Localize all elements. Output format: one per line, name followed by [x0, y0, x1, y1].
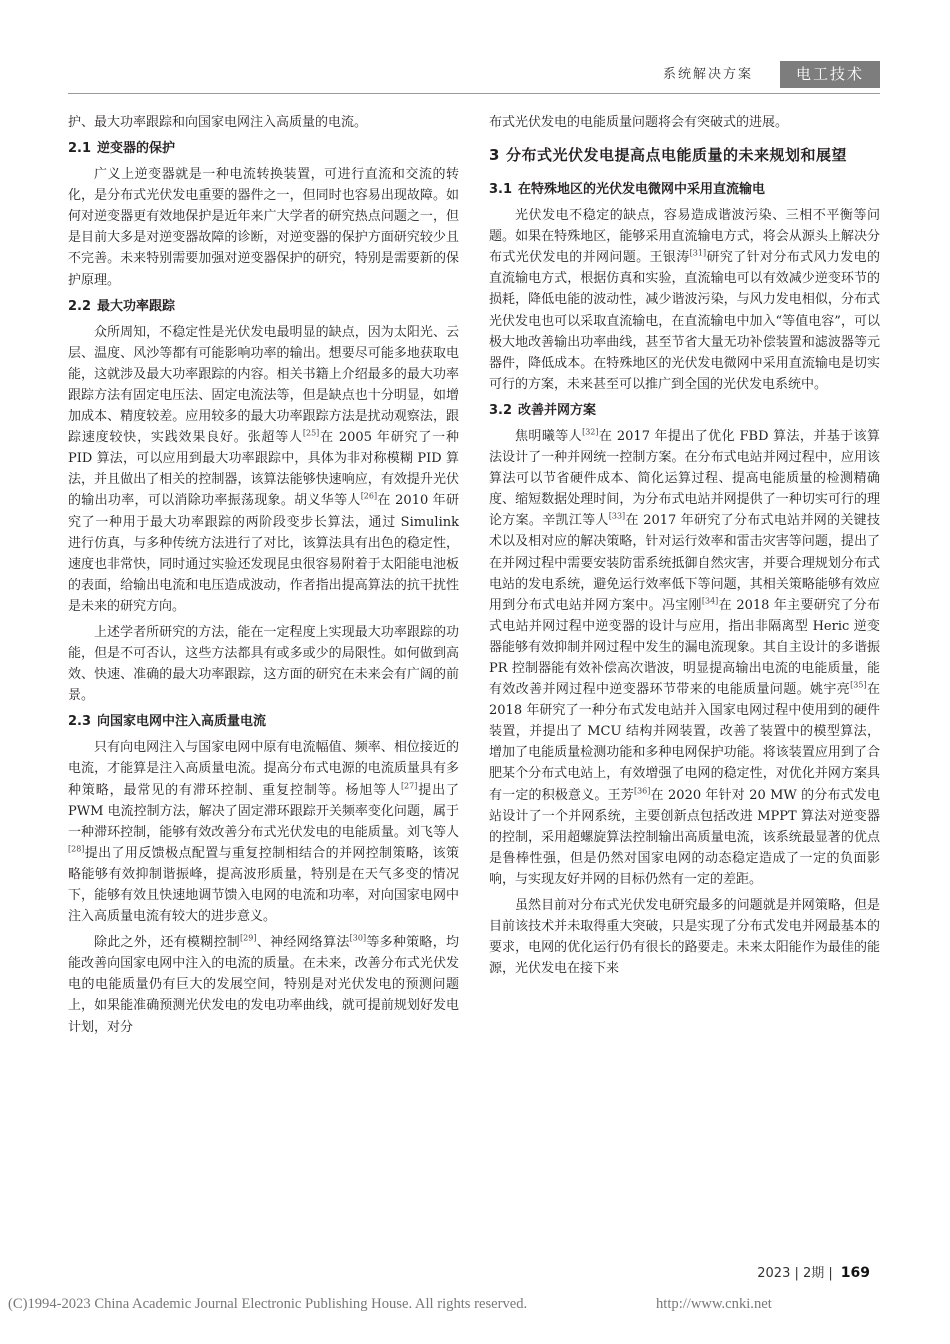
citation-ref[interactable]: [29] — [240, 933, 257, 943]
heading-number: 3.1 — [489, 182, 513, 198]
paragraph: 护、最大功率跟踪和向国家电网注入高质量的电流。 — [68, 115, 368, 130]
paragraph-text: 研究了针对分布式风力发电的直流输电方式，根据仿真和实验，直流输电可以有效减少逆变环节的损耗，降低电能的波动性，减少谐波污染，与风力发电相似，分布式光伏发电也可以采取直流输电，在直流输电中加入“等值电容”，可以极大地改善输出功率曲线，甚至节省大量无功补偿装置和滤波器等元器件，降低成本。在特殊地区的光伏发电微网中采用直流输电是切实可行的方案，未来甚至可以推广到全国的光伏发电系统中。 — [489, 250, 880, 392]
heading-text: 逆变器的保护 — [97, 141, 176, 157]
subsection-heading — [489, 179, 880, 200]
paragraph-text: 提出了用反馈极点配置与重复控制相结合的并网控制策略，该策略能够有效抑制谐振峰，提高波形质量，特别是在天气多变的情况下，能够有效且快速地调节馈入电网的电流和功率，对向国家电网中注入高质量电流有较大的进步意义。 — [68, 845, 459, 925]
paragraph — [68, 737, 459, 927]
heading-text: 分布式光伏发电提高点电能质量的未来规划和展望 — [505, 146, 847, 165]
citation-ref[interactable]: [25] — [302, 428, 320, 438]
paragraph — [68, 322, 459, 617]
citation-ref[interactable]: [33] — [608, 511, 626, 521]
issue-label: 2023 | 2期 | — [757, 1266, 833, 1281]
paragraph-text: 在 2017 年研究了分布式电站并网的关键技术以及相对应的解决策略，针对运行效率和雷击灾害等问题，提出了在并网过程中需要安装防雷系统抵御自然灾害，并要合理规划分布式电站的发电系统，避免运行效率低下等问题，其相关策略能够有效应用到分布式电站并网方案中。冯宝刚 — [489, 513, 880, 613]
section-label: 系统解决方案 — [663, 67, 754, 82]
citation-ref[interactable]: [27] — [400, 781, 418, 791]
subsection-heading — [68, 711, 459, 732]
subsection-heading — [68, 296, 459, 317]
left-column — [68, 112, 459, 1043]
copyright-text: (C)1994-2023 China Academic Journal Electronic Publishing House. All rights reserved. — [8, 1296, 528, 1312]
heading-text: 改善并网方案 — [518, 402, 597, 418]
paragraph-text: 在 2020 年针对 20 MW 的分布式发电站设计了一个并网系统，主要创新点包括改进 MPPT 算法对逆变器的控制，采用超螺旋算法控制输出高质量电流，该系统最显著的优点是鲁棒性强，但是仍然对国家电网的动态稳定造成了一定的负面影响，与实现友好并网的目标仍然有一定的差距。 — [489, 787, 880, 887]
paragraph-text: 在 2018 年研究了一种分布式发电站并入国家电网过程中使用到的硬件装置，并提出了 MCU 结构并网装置，改善了装置中的模型算法，增加了电能质量检测功能和多种电网保护功能。将该装置应用到了合肥某个分布式电站上，有效增强了电网的稳定性，对优化并网方案具有一定的积极意义。王芳 — [489, 682, 880, 803]
paragraph-text: 光伏发电不稳定的缺点，容易造成谐波污染、三相不平衡等问题。如果在特殊地区，能够采用直流输电方式，将会从源头上解决分布式光伏发电的并网问题。王银涛 — [489, 208, 880, 266]
paragraph-text: 、神经网络算法 — [256, 935, 350, 951]
paragraph: 布式光伏发电的电能质量问题将会有突破式的进展。 — [489, 115, 789, 130]
heading-number: 2.3 — [68, 714, 92, 730]
citation-ref[interactable]: [30] — [349, 933, 367, 943]
paragraph-text: 在 2018 年主要研究了分布式电站并网过程中逆变器的设计与应用，指出非隔离型 Heric 逆变器能够有效抑制并网过程中发生的漏电流现象。其自主设计的多谐振 PR 控制器能有效补偿高次谐波，明显提高输出电流的电能质量，能有效改善并网过程中逆变器环节带来的电能质量问题。姚宇亮 — [489, 597, 880, 698]
paragraph — [489, 426, 880, 890]
right-column — [489, 112, 880, 984]
subsection-heading — [489, 400, 880, 421]
paragraph-text: 在 2010 年研究了一种用于最大功率跟踪的两阶段变步长算法，通过 Simulink 进行仿真，与多种传统方法进行了对比，该算法具有出色的稳定性，速度也非常快，同时通过实验还发现昆虫很容易附着于太阳能电池板的表面，给输出电流和电压造成波动，作者指出提高算法的抗干扰性是未来的研究方向。 — [68, 493, 459, 614]
copyright-line — [8, 1296, 942, 1313]
paragraph-text: 在 2005 年研究了一种 PID 算法，可以应用到最大功率跟踪中，具体为非对称模糊 PID 算法，并且做出了相关的控制器，该算法能够快速响应，有效提升光伏的输出功率，可以消除功率振荡现象。胡义华等人 — [68, 430, 459, 509]
paragraph-text: 等多种策略，均能改善向国家电网中注入的电流的质量。在未来，改善分布式光伏发电的电能质量仍有巨大的发展空间，特别是对光伏发电的预测问题上，如果能准确预测光伏发电的发电功率曲线，就可提前规划好发电计划，对分 — [68, 935, 459, 1035]
paragraph-text: 提出了 PWM 电流控制方法，解决了固定滞环跟踪开关频率变化问题，属于一种滞环控制，能够有效改善分布式光伏发电的电能质量。刘飞等人 — [68, 782, 459, 840]
paragraph-text: 只有向电网注入与国家电网中原有电流幅值、频率、相位接近的电流，才能算是注入高质量电流。提高分布式电源的电流质量具有多种策略，最常见的有滞环控制、重复控制等。杨旭等人 — [68, 740, 459, 798]
paragraph-text: 众所周知，不稳定性是光伏发电最明显的缺点，因为太阳光、云层、温度、风沙等都有可能影响功率的输出。想要尽可能多地获取电能，这就涉及最大功率跟踪的内容。相关书籍上介绍最多的最大功率跟踪方法有固定电压法、固定电流法等，但是缺点也十分明显，如增加成本、精度较差。应用较多的最大功率跟踪方法是扰动观察法，跟踪速度较快，实践效果良好。张超等人 — [68, 324, 459, 446]
paragraph: 上述学者所研究的方法，能在一定程度上实现最大功率跟踪的功能，但是不可否认，这些方法都具有或多或少的局限性。如何做到高效、快速、准确的最大功率跟踪，这方面的研究在未来会有广阔的前景。 — [68, 624, 459, 704]
heading-number: 2.1 — [68, 141, 92, 157]
heading-text: 最大功率跟踪 — [97, 298, 176, 314]
paragraph-text: 在 2017 年提出了优化 FBD 算法，并基于该算法设计了一种并网统一控制方案。在分布式电站并网过程中，应用该算法可以节省硬件成本、简化运算过程、提高电能质量的检测精确度、缩短数据处理时间，为分布式电站并网提供了一种切实可行的理论方案。辛凯江等人 — [489, 428, 880, 529]
paragraph — [489, 205, 880, 395]
cnki-link[interactable]: http://www.cnki.net — [656, 1296, 772, 1312]
citation-ref[interactable]: [26] — [360, 492, 378, 502]
subsection-heading — [68, 138, 459, 159]
heading-text: 向国家电网中注入高质量电流 — [97, 714, 267, 730]
page-footer — [757, 1262, 870, 1281]
page-number: 169 — [840, 1265, 870, 1281]
heading-number: 3 — [489, 146, 500, 165]
citation-ref[interactable]: [32] — [582, 427, 599, 437]
journal-badge: 电工技术 — [780, 61, 880, 88]
section-heading — [489, 141, 880, 169]
citation-ref[interactable]: [35] — [850, 680, 867, 690]
citation-ref[interactable]: [34] — [701, 596, 719, 606]
header-rule — [68, 93, 880, 94]
heading-number: 3.2 — [489, 402, 513, 418]
heading-text: 在特殊地区的光伏发电微网中采用直流输电 — [518, 182, 766, 198]
citation-ref[interactable]: [28] — [68, 844, 85, 854]
citation-ref[interactable]: [31] — [689, 248, 707, 258]
citation-ref[interactable]: [36] — [633, 786, 651, 796]
heading-number: 2.2 — [68, 298, 92, 314]
paragraph: 虽然目前对分布式光伏发电研究最多的问题就是并网策略，但是目前该技术并未取得重大突破，只是实现了分布式发电并网最基本的要求，电网的优化运行仍有很长的路要走。未来太阳能作为最佳的能源，光伏发电在接下来 — [489, 898, 880, 977]
paragraph: 广义上逆变器就是一种电流转换装置，可进行直流和交流的转化，是分布式光伏发电重要的器件之一，但同时也容易出现故障。如何对逆变器更有效地保护是近年来广大学者的研究热点问题之一，但是目前大多是对逆变器故障的诊断，对逆变器的保护方面研究较少且不完善。未来特别需要加强对逆变器保护的研究，特别是需要新的保护原理。 — [68, 167, 459, 288]
paragraph — [68, 932, 459, 1037]
paragraph-text: 除此之外，还有模糊控制 — [94, 935, 241, 951]
paragraph-text: 焦明曦等人 — [515, 428, 583, 444]
